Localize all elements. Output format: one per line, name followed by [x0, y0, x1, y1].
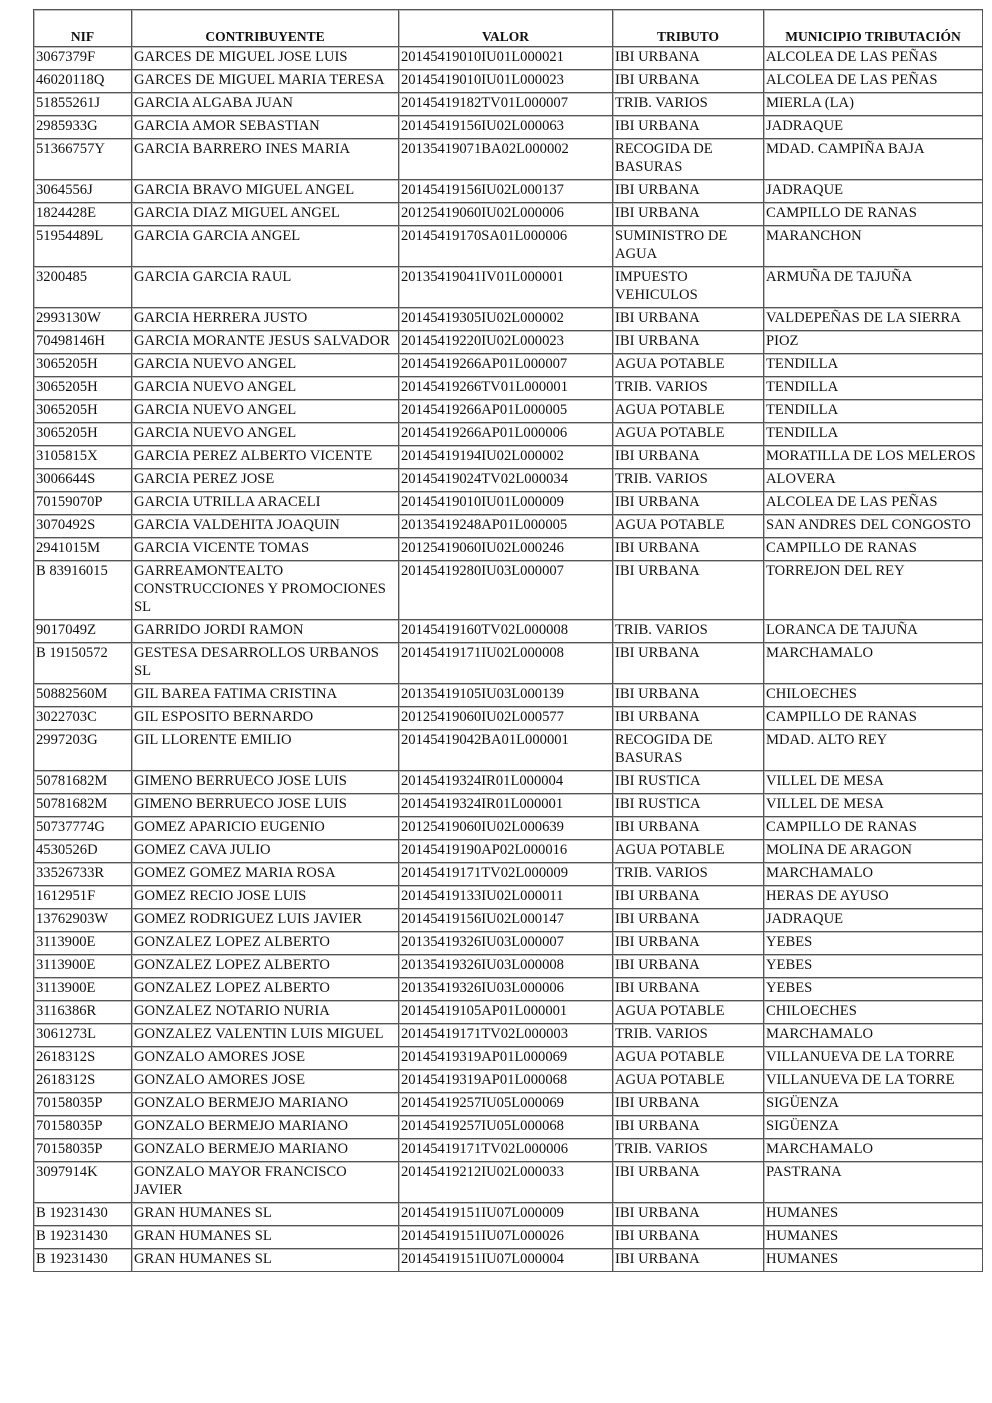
- cell-nif: 1824428E: [34, 203, 132, 226]
- cell-contribuyente: GONZALO BERMEJO MARIANO: [132, 1116, 399, 1139]
- cell-nif: 3113900E: [34, 955, 132, 978]
- table-row: [34, 308, 983, 331]
- table-body: [34, 47, 983, 1272]
- cell-municipio: ALCOLEA DE LAS PEÑAS: [764, 70, 983, 93]
- cell-municipio: MORATILLA DE LOS MELEROS: [764, 446, 983, 469]
- cell-valor: 20145419280IU03L000007: [399, 561, 613, 620]
- table-row: [34, 794, 983, 817]
- cell-contribuyente: GRAN HUMANES SL: [132, 1226, 399, 1249]
- cell-contribuyente: GARCIA ALGABA JUAN: [132, 93, 399, 116]
- cell-municipio: MARCHAMALO: [764, 863, 983, 886]
- cell-nif: 70158035P: [34, 1139, 132, 1162]
- cell-nif: 51855261J: [34, 93, 132, 116]
- cell-municipio: CAMPILLO DE RANAS: [764, 817, 983, 840]
- cell-contribuyente: GARCIA DIAZ MIGUEL ANGEL: [132, 203, 399, 226]
- cell-municipio: TENDILLA: [764, 354, 983, 377]
- table-row: [34, 730, 983, 771]
- cell-nif: 2618312S: [34, 1047, 132, 1070]
- cell-municipio: TENDILLA: [764, 377, 983, 400]
- cell-municipio: MOLINA DE ARAGON: [764, 840, 983, 863]
- cell-municipio: HERAS DE AYUSO: [764, 886, 983, 909]
- cell-contribuyente: GARCIA BARRERO INES MARIA: [132, 139, 399, 180]
- table-row: [34, 331, 983, 354]
- cell-nif: 3065205H: [34, 377, 132, 400]
- table-row: [34, 93, 983, 116]
- cell-contribuyente: GARCIA PEREZ ALBERTO VICENTE: [132, 446, 399, 469]
- cell-municipio: MARCHAMALO: [764, 1024, 983, 1047]
- header-nif: NIF: [34, 10, 132, 47]
- cell-contribuyente: GARCIA GARCIA ANGEL: [132, 226, 399, 267]
- cell-contribuyente: GONZALEZ NOTARIO NURIA: [132, 1001, 399, 1024]
- cell-valor: 20145419319AP01L000069: [399, 1047, 613, 1070]
- table-row: [34, 684, 983, 707]
- cell-valor: 20135419326IU03L000006: [399, 978, 613, 1001]
- cell-valor: 20125419060IU02L000639: [399, 817, 613, 840]
- cell-valor: 20145419324IR01L000004: [399, 771, 613, 794]
- cell-municipio: MARCHAMALO: [764, 643, 983, 684]
- cell-municipio: LORANCA DE TAJUÑA: [764, 620, 983, 643]
- table-row: [34, 226, 983, 267]
- cell-tributo: TRIB. VARIOS: [613, 863, 764, 886]
- cell-tributo: TRIB. VARIOS: [613, 620, 764, 643]
- cell-municipio: HUMANES: [764, 1203, 983, 1226]
- cell-valor: 20145419319AP01L000068: [399, 1070, 613, 1093]
- table-row: [34, 469, 983, 492]
- cell-nif: 70158035P: [34, 1116, 132, 1139]
- cell-valor: 20145419133IU02L000011: [399, 886, 613, 909]
- table-row: [34, 203, 983, 226]
- cell-contribuyente: GARREAMONTEALTO CONSTRUCCIONES Y PROMOCIONES SL: [132, 561, 399, 620]
- cell-tributo: IBI URBANA: [613, 70, 764, 93]
- table-row: [34, 840, 983, 863]
- cell-valor: 20145419151IU07L000009: [399, 1203, 613, 1226]
- cell-nif: 70498146H: [34, 331, 132, 354]
- cell-nif: 50882560M: [34, 684, 132, 707]
- table-row: [34, 492, 983, 515]
- cell-nif: 3022703C: [34, 707, 132, 730]
- cell-municipio: MIERLA (LA): [764, 93, 983, 116]
- cell-valor: 20135419248AP01L000005: [399, 515, 613, 538]
- cell-nif: 70159070P: [34, 492, 132, 515]
- cell-municipio: TENDILLA: [764, 423, 983, 446]
- cell-municipio: ALOVERA: [764, 469, 983, 492]
- table-row: [34, 1047, 983, 1070]
- cell-municipio: TENDILLA: [764, 400, 983, 423]
- cell-tributo: IMPUESTO VEHICULOS: [613, 267, 764, 308]
- cell-valor: 20145419266AP01L000007: [399, 354, 613, 377]
- cell-contribuyente: GARCIA NUEVO ANGEL: [132, 354, 399, 377]
- cell-tributo: IBI URBANA: [613, 116, 764, 139]
- cell-valor: 20125419060IU02L000577: [399, 707, 613, 730]
- cell-contribuyente: GOMEZ RODRIGUEZ LUIS JAVIER: [132, 909, 399, 932]
- cell-valor: 20145419324IR01L000001: [399, 794, 613, 817]
- cell-tributo: IBI URBANA: [613, 1249, 764, 1272]
- cell-municipio: YEBES: [764, 932, 983, 955]
- cell-municipio: SIGÜENZA: [764, 1093, 983, 1116]
- cell-contribuyente: GONZALO AMORES JOSE: [132, 1047, 399, 1070]
- table-row: [34, 932, 983, 955]
- cell-valor: 20135419326IU03L000008: [399, 955, 613, 978]
- cell-tributo: IBI URBANA: [613, 909, 764, 932]
- table-row: [34, 707, 983, 730]
- cell-valor: 20145419171TV02L000006: [399, 1139, 613, 1162]
- cell-contribuyente: GONZALEZ LOPEZ ALBERTO: [132, 932, 399, 955]
- cell-tributo: AGUA POTABLE: [613, 840, 764, 863]
- cell-contribuyente: GRAN HUMANES SL: [132, 1203, 399, 1226]
- cell-nif: 3116386R: [34, 1001, 132, 1024]
- cell-contribuyente: GARCIA NUEVO ANGEL: [132, 377, 399, 400]
- cell-municipio: CHILOECHES: [764, 684, 983, 707]
- cell-nif: 9017049Z: [34, 620, 132, 643]
- cell-contribuyente: GARRIDO JORDI RAMON: [132, 620, 399, 643]
- cell-tributo: AGUA POTABLE: [613, 1001, 764, 1024]
- table-row: [34, 446, 983, 469]
- cell-tributo: IBI URBANA: [613, 561, 764, 620]
- cell-valor: 20145419212IU02L000033: [399, 1162, 613, 1203]
- table-row: [34, 1001, 983, 1024]
- cell-tributo: IBI URBANA: [613, 1116, 764, 1139]
- cell-valor: 20145419257IU05L000069: [399, 1093, 613, 1116]
- cell-municipio: VILLEL DE MESA: [764, 771, 983, 794]
- cell-contribuyente: GARCES DE MIGUEL MARIA TERESA: [132, 70, 399, 93]
- table-row: [34, 47, 983, 70]
- cell-nif: 3006644S: [34, 469, 132, 492]
- cell-valor: 20145419156IU02L000137: [399, 180, 613, 203]
- cell-tributo: IBI URBANA: [613, 1093, 764, 1116]
- cell-valor: 20145419266AP01L000006: [399, 423, 613, 446]
- cell-contribuyente: GARCIA NUEVO ANGEL: [132, 423, 399, 446]
- cell-municipio: JADRAQUE: [764, 909, 983, 932]
- table-row: [34, 515, 983, 538]
- cell-contribuyente: GARCIA VALDEHITA JOAQUIN: [132, 515, 399, 538]
- cell-tributo: IBI URBANA: [613, 180, 764, 203]
- table-row: [34, 620, 983, 643]
- cell-valor: 20145419305IU02L000002: [399, 308, 613, 331]
- cell-municipio: TORREJON DEL REY: [764, 561, 983, 620]
- cell-nif: 3065205H: [34, 354, 132, 377]
- cell-municipio: MARANCHON: [764, 226, 983, 267]
- table-row: [34, 423, 983, 446]
- cell-tributo: RECOGIDA DE BASURAS: [613, 139, 764, 180]
- header-municipio: MUNICIPIO TRIBUTACIÓN: [764, 10, 983, 47]
- cell-contribuyente: GONZALO AMORES JOSE: [132, 1070, 399, 1093]
- cell-tributo: IBI URBANA: [613, 538, 764, 561]
- cell-contribuyente: GONZALEZ VALENTIN LUIS MIGUEL: [132, 1024, 399, 1047]
- cell-municipio: VALDEPEÑAS DE LA SIERRA: [764, 308, 983, 331]
- cell-tributo: IBI URBANA: [613, 492, 764, 515]
- cell-municipio: ARMUÑA DE TAJUÑA: [764, 267, 983, 308]
- cell-valor: 20145419171TV02L000009: [399, 863, 613, 886]
- cell-contribuyente: GOMEZ GOMEZ MARIA ROSA: [132, 863, 399, 886]
- cell-municipio: ALCOLEA DE LAS PEÑAS: [764, 492, 983, 515]
- cell-municipio: VILLANUEVA DE LA TORRE: [764, 1047, 983, 1070]
- cell-valor: 20145419220IU02L000023: [399, 331, 613, 354]
- cell-contribuyente: GONZALEZ LOPEZ ALBERTO: [132, 955, 399, 978]
- table-row: [34, 538, 983, 561]
- cell-tributo: AGUA POTABLE: [613, 1047, 764, 1070]
- cell-municipio: HUMANES: [764, 1226, 983, 1249]
- cell-tributo: RECOGIDA DE BASURAS: [613, 730, 764, 771]
- cell-nif: 1612951F: [34, 886, 132, 909]
- cell-tributo: AGUA POTABLE: [613, 423, 764, 446]
- cell-municipio: MDAD. CAMPIÑA BAJA: [764, 139, 983, 180]
- cell-valor: 20145419190AP02L000016: [399, 840, 613, 863]
- table-row: [34, 70, 983, 93]
- cell-nif: 46020118Q: [34, 70, 132, 93]
- table-row: [34, 909, 983, 932]
- cell-contribuyente: GONZALO BERMEJO MARIANO: [132, 1093, 399, 1116]
- cell-tributo: SUMINISTRO DE AGUA: [613, 226, 764, 267]
- cell-contribuyente: GARCIA MORANTE JESUS SALVADOR: [132, 331, 399, 354]
- cell-tributo: IBI URBANA: [613, 978, 764, 1001]
- cell-municipio: CHILOECHES: [764, 1001, 983, 1024]
- cell-valor: 20125419060IU02L000006: [399, 203, 613, 226]
- cell-contribuyente: GOMEZ CAVA JULIO: [132, 840, 399, 863]
- cell-nif: B 19231430: [34, 1203, 132, 1226]
- cell-contribuyente: GARCES DE MIGUEL JOSE LUIS: [132, 47, 399, 70]
- cell-valor: 20145419010IU01L000023: [399, 70, 613, 93]
- table-row: [34, 1024, 983, 1047]
- cell-tributo: TRIB. VARIOS: [613, 469, 764, 492]
- cell-nif: 2997203G: [34, 730, 132, 771]
- cell-tributo: IBI URBANA: [613, 446, 764, 469]
- table-row: [34, 400, 983, 423]
- table-row: [34, 978, 983, 1001]
- cell-nif: 70158035P: [34, 1093, 132, 1116]
- table-row: [34, 886, 983, 909]
- header-contribuyente: CONTRIBUYENTE: [132, 10, 399, 47]
- cell-tributo: IBI URBANA: [613, 684, 764, 707]
- cell-tributo: TRIB. VARIOS: [613, 1139, 764, 1162]
- cell-contribuyente: GIMENO BERRUECO JOSE LUIS: [132, 771, 399, 794]
- cell-contribuyente: GARCIA UTRILLA ARACELI: [132, 492, 399, 515]
- cell-valor: 20145419182TV01L000007: [399, 93, 613, 116]
- cell-contribuyente: GIL BAREA FATIMA CRISTINA: [132, 684, 399, 707]
- cell-municipio: HUMANES: [764, 1249, 983, 1272]
- table-row: [34, 1139, 983, 1162]
- cell-contribuyente: GARCIA VICENTE TOMAS: [132, 538, 399, 561]
- cell-municipio: CAMPILLO DE RANAS: [764, 707, 983, 730]
- cell-tributo: IBI URBANA: [613, 1162, 764, 1203]
- table-row: [34, 1162, 983, 1203]
- cell-municipio: SAN ANDRES DEL CONGOSTO: [764, 515, 983, 538]
- cell-contribuyente: GONZALEZ LOPEZ ALBERTO: [132, 978, 399, 1001]
- taxpayer-table: [33, 9, 983, 1272]
- cell-tributo: IBI URBANA: [613, 1226, 764, 1249]
- cell-valor: 20145419105AP01L000001: [399, 1001, 613, 1024]
- cell-nif: B 19231430: [34, 1249, 132, 1272]
- cell-valor: 20135419105IU03L000139: [399, 684, 613, 707]
- cell-valor: 20135419041IV01L000001: [399, 267, 613, 308]
- cell-nif: 3064556J: [34, 180, 132, 203]
- cell-nif: 3200485: [34, 267, 132, 308]
- cell-nif: 3065205H: [34, 400, 132, 423]
- cell-nif: 3113900E: [34, 978, 132, 1001]
- cell-municipio: VILLANUEVA DE LA TORRE: [764, 1070, 983, 1093]
- cell-valor: 20145419266AP01L000005: [399, 400, 613, 423]
- cell-nif: 3113900E: [34, 932, 132, 955]
- table-row: [34, 561, 983, 620]
- cell-contribuyente: GESTESA DESARROLLOS URBANOS SL: [132, 643, 399, 684]
- cell-valor: 20145419151IU07L000004: [399, 1249, 613, 1272]
- cell-tributo: IBI URBANA: [613, 203, 764, 226]
- cell-tributo: TRIB. VARIOS: [613, 93, 764, 116]
- cell-valor: 20145419160TV02L000008: [399, 620, 613, 643]
- table-row: [34, 1070, 983, 1093]
- cell-valor: 20145419257IU05L000068: [399, 1116, 613, 1139]
- cell-nif: 2941015M: [34, 538, 132, 561]
- cell-contribuyente: GRAN HUMANES SL: [132, 1249, 399, 1272]
- cell-contribuyente: GONZALO BERMEJO MARIANO: [132, 1139, 399, 1162]
- cell-contribuyente: GOMEZ APARICIO EUGENIO: [132, 817, 399, 840]
- cell-valor: 20145419156IU02L000147: [399, 909, 613, 932]
- table-row: [34, 863, 983, 886]
- cell-valor: 20145419156IU02L000063: [399, 116, 613, 139]
- cell-valor: 20145419194IU02L000002: [399, 446, 613, 469]
- cell-municipio: YEBES: [764, 955, 983, 978]
- cell-tributo: IBI URBANA: [613, 47, 764, 70]
- cell-tributo: IBI URBANA: [613, 817, 764, 840]
- cell-nif: 50781682M: [34, 794, 132, 817]
- cell-nif: B 83916015: [34, 561, 132, 620]
- cell-tributo: IBI URBANA: [613, 308, 764, 331]
- table-row: [34, 1203, 983, 1226]
- cell-nif: 3061273L: [34, 1024, 132, 1047]
- cell-municipio: CAMPILLO DE RANAS: [764, 203, 983, 226]
- cell-nif: 3065205H: [34, 423, 132, 446]
- cell-contribuyente: GARCIA NUEVO ANGEL: [132, 400, 399, 423]
- table-row: [34, 1249, 983, 1272]
- cell-municipio: PASTRANA: [764, 1162, 983, 1203]
- table-row: [34, 817, 983, 840]
- cell-municipio: PIOZ: [764, 331, 983, 354]
- cell-valor: 20145419171IU02L000008: [399, 643, 613, 684]
- cell-nif: 3105815X: [34, 446, 132, 469]
- cell-municipio: VILLEL DE MESA: [764, 794, 983, 817]
- table-row: [34, 116, 983, 139]
- cell-nif: 13762903W: [34, 909, 132, 932]
- cell-nif: 3070492S: [34, 515, 132, 538]
- cell-municipio: JADRAQUE: [764, 180, 983, 203]
- cell-municipio: MDAD. ALTO REY: [764, 730, 983, 771]
- cell-nif: 2993130W: [34, 308, 132, 331]
- cell-nif: 3097914K: [34, 1162, 132, 1203]
- cell-tributo: IBI RUSTICA: [613, 771, 764, 794]
- cell-tributo: AGUA POTABLE: [613, 1070, 764, 1093]
- cell-valor: 20145419266TV01L000001: [399, 377, 613, 400]
- cell-municipio: YEBES: [764, 978, 983, 1001]
- cell-contribuyente: GARCIA AMOR SEBASTIAN: [132, 116, 399, 139]
- table-row: [34, 1226, 983, 1249]
- header-valor: VALOR: [399, 10, 613, 47]
- cell-contribuyente: GIL ESPOSITO BERNARDO: [132, 707, 399, 730]
- cell-nif: B 19231430: [34, 1226, 132, 1249]
- cell-tributo: AGUA POTABLE: [613, 400, 764, 423]
- cell-tributo: AGUA POTABLE: [613, 515, 764, 538]
- cell-nif: 50781682M: [34, 771, 132, 794]
- cell-nif: B 19150572: [34, 643, 132, 684]
- cell-nif: 51954489L: [34, 226, 132, 267]
- cell-nif: 2985933G: [34, 116, 132, 139]
- cell-valor: 20145419151IU07L000026: [399, 1226, 613, 1249]
- cell-contribuyente: GARCIA BRAVO MIGUEL ANGEL: [132, 180, 399, 203]
- cell-contribuyente: GARCIA PEREZ JOSE: [132, 469, 399, 492]
- cell-valor: 20145419010IU01L000009: [399, 492, 613, 515]
- cell-valor: 20125419060IU02L000246: [399, 538, 613, 561]
- cell-nif: 51366757Y: [34, 139, 132, 180]
- table-row: [34, 771, 983, 794]
- cell-nif: 2618312S: [34, 1070, 132, 1093]
- cell-valor: 20135419326IU03L000007: [399, 932, 613, 955]
- table-row: [34, 354, 983, 377]
- cell-tributo: IBI URBANA: [613, 932, 764, 955]
- cell-contribuyente: GIL LLORENTE EMILIO: [132, 730, 399, 771]
- cell-valor: 20135419071BA02L000002: [399, 139, 613, 180]
- cell-valor: 20145419024TV02L000034: [399, 469, 613, 492]
- cell-tributo: IBI URBANA: [613, 955, 764, 978]
- table-row: [34, 1093, 983, 1116]
- cell-contribuyente: GONZALO MAYOR FRANCISCO JAVIER: [132, 1162, 399, 1203]
- table-row: [34, 1116, 983, 1139]
- cell-nif: 4530526D: [34, 840, 132, 863]
- cell-contribuyente: GARCIA HERRERA JUSTO: [132, 308, 399, 331]
- cell-municipio: SIGÜENZA: [764, 1116, 983, 1139]
- cell-municipio: MARCHAMALO: [764, 1139, 983, 1162]
- cell-tributo: TRIB. VARIOS: [613, 377, 764, 400]
- table-row: [34, 955, 983, 978]
- table-row: [34, 377, 983, 400]
- cell-tributo: TRIB. VARIOS: [613, 1024, 764, 1047]
- cell-contribuyente: GIMENO BERRUECO JOSE LUIS: [132, 794, 399, 817]
- cell-tributo: IBI URBANA: [613, 886, 764, 909]
- cell-nif: 3067379F: [34, 47, 132, 70]
- cell-nif: 33526733R: [34, 863, 132, 886]
- cell-contribuyente: GARCIA GARCIA RAUL: [132, 267, 399, 308]
- cell-valor: 20145419170SA01L000006: [399, 226, 613, 267]
- taxpayer-table-sheet: [33, 9, 982, 1272]
- table-header-row: [34, 10, 983, 47]
- cell-tributo: IBI URBANA: [613, 707, 764, 730]
- table-row: [34, 139, 983, 180]
- cell-tributo: IBI RUSTICA: [613, 794, 764, 817]
- cell-valor: 20145419042BA01L000001: [399, 730, 613, 771]
- cell-municipio: CAMPILLO DE RANAS: [764, 538, 983, 561]
- table-row: [34, 180, 983, 203]
- table-row: [34, 267, 983, 308]
- cell-valor: 20145419171TV02L000003: [399, 1024, 613, 1047]
- cell-tributo: IBI URBANA: [613, 643, 764, 684]
- cell-nif: 50737774G: [34, 817, 132, 840]
- cell-tributo: IBI URBANA: [613, 331, 764, 354]
- cell-contribuyente: GOMEZ RECIO JOSE LUIS: [132, 886, 399, 909]
- cell-municipio: JADRAQUE: [764, 116, 983, 139]
- cell-tributo: IBI URBANA: [613, 1203, 764, 1226]
- cell-valor: 20145419010IU01L000021: [399, 47, 613, 70]
- cell-municipio: ALCOLEA DE LAS PEÑAS: [764, 47, 983, 70]
- cell-tributo: AGUA POTABLE: [613, 354, 764, 377]
- table-row: [34, 643, 983, 684]
- header-tributo: TRIBUTO: [613, 10, 764, 47]
